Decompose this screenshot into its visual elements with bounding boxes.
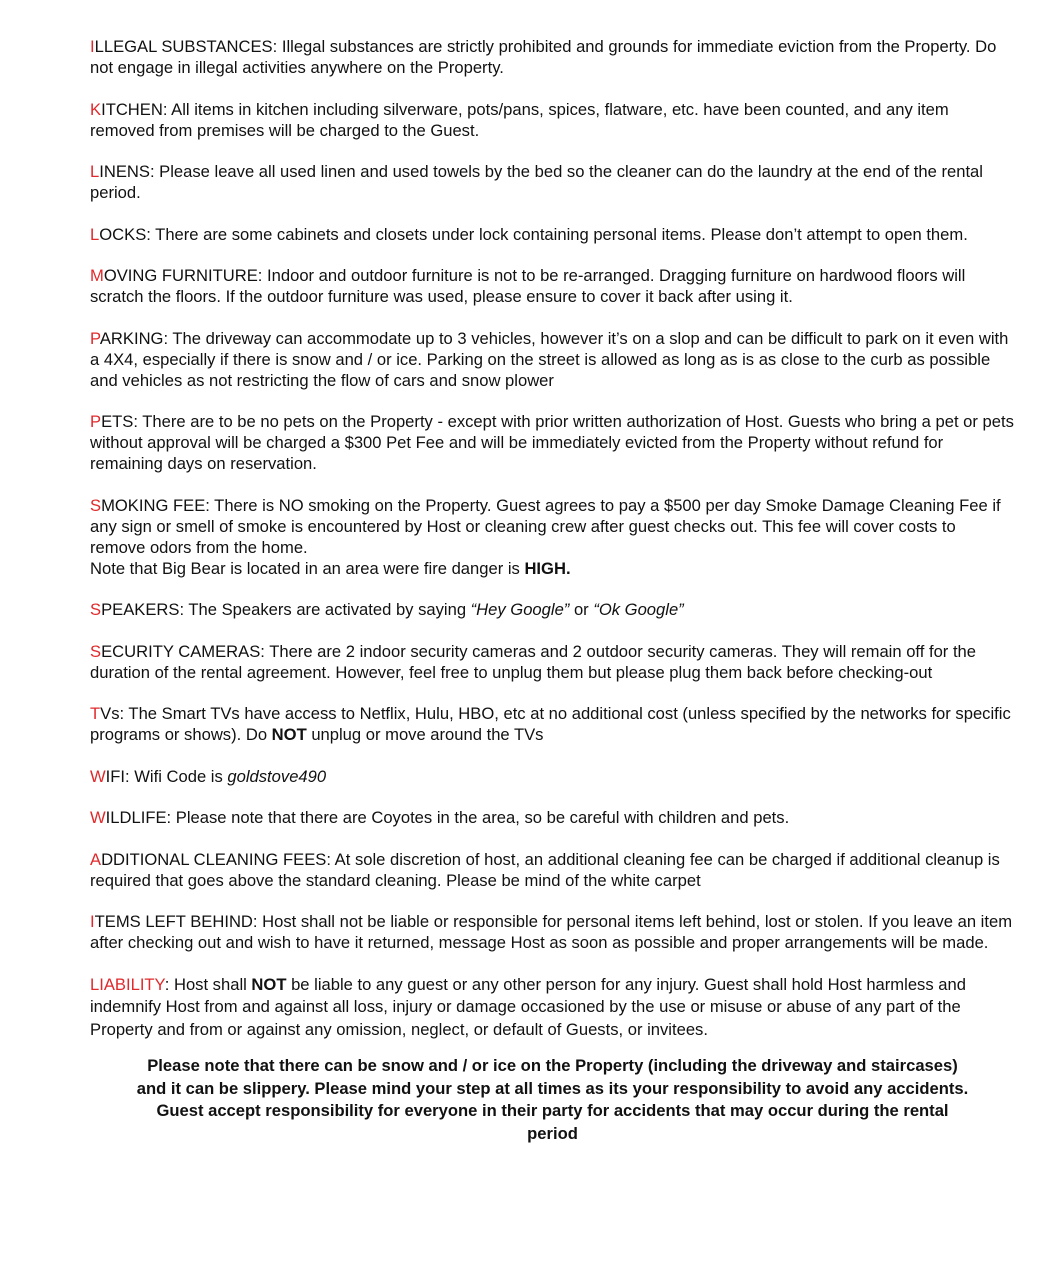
safety-notice xyxy=(90,1055,1015,1145)
voice-command-ok-google: “Ok Google” xyxy=(593,600,684,619)
rule-initial: S xyxy=(90,600,102,619)
rule-items-left-behind xyxy=(90,911,1015,953)
rule-initial: M xyxy=(90,266,104,285)
rule-heading: DDITIONAL CLEANING FEES: xyxy=(101,849,331,869)
rule-text: There are 2 indoor security cameras and 2 outdoor security cameras. They will remain off for the duration of the rental agreement. However, feel free to unplug them but please plug them back before checking-out xyxy=(90,641,977,682)
rule-text: Host shall xyxy=(169,974,252,994)
rule-wifi xyxy=(90,766,1015,787)
rule-initial: L xyxy=(90,162,100,181)
rule-initial: L xyxy=(90,224,100,244)
rule-text: Indoor and outdoor furniture is not to be re-arranged. Dragging furniture on hardwood floors will scratch the floors. If the outdoor furniture was used, please ensure to cover it back after using it. xyxy=(90,266,966,306)
rule-heading: ARKING: xyxy=(99,328,169,348)
rule-initial: P xyxy=(90,328,100,348)
rule-parking xyxy=(90,328,1015,391)
rule-liability xyxy=(90,974,1015,1042)
wifi-code: goldstove490 xyxy=(227,766,327,786)
fire-danger-level: HIGH. xyxy=(524,558,571,578)
rule-pets xyxy=(90,411,1015,474)
house-rules-page xyxy=(90,36,1015,1145)
rule-heading: IFI: xyxy=(105,766,130,786)
rule-initial: K xyxy=(90,99,102,119)
voice-command-hey-google: “Hey Google” xyxy=(470,600,570,619)
safety-notice-line: and it can be slippery. Please mind your step at all times as its your responsibility to avoid any accidents. xyxy=(136,1078,969,1098)
rule-text-after: unplug or move around the TVs xyxy=(306,725,544,744)
rule-heading: OVING FURNITURE: xyxy=(103,266,263,285)
safety-notice-line: period xyxy=(527,1123,578,1143)
rule-initial: T xyxy=(90,704,101,723)
rule-text: There is NO smoking on the Property. Guest agrees to pay a $500 per day Smoke Damage Cleaning Fee if any sign or smell of smoke is encountered by Host or cleaning crew after guest checks out. This fee will cover costs to remove odors from the home. xyxy=(90,495,1001,557)
rule-text: All items in kitchen including silverware, pots/pans, spices, flatware, etc. have been counted, and any item removed from premises will be charged to the Guest. xyxy=(90,99,949,140)
rule-initial: A xyxy=(90,849,102,869)
rule-heading: ILDLIFE: xyxy=(105,808,172,827)
rule-emphasis: NOT xyxy=(271,725,307,744)
rule-smoking-fee xyxy=(90,495,1015,579)
rule-text: There are to be no pets on the Property - except with prior written authorization of Host. Guests who bring a pet or pets without approval will be charged a $300 Pet Fee and will be immediately evicted from the Property without refund for remaining days on reservation. xyxy=(90,412,1014,473)
rule-additional-cleaning-fees xyxy=(90,849,1015,891)
rule-initial: I xyxy=(90,37,95,56)
rule-heading: LLEGAL SUBSTANCES: xyxy=(94,37,278,56)
rule-initial: W xyxy=(90,766,106,786)
rule-tvs xyxy=(90,703,1015,745)
rule-heading: MOKING FEE: xyxy=(101,495,210,515)
rule-locks xyxy=(90,224,1015,245)
rule-text: The Smart TVs have access to Netflix, Hulu, HBO, etc at no additional cost (unless specified by the networks for specific programs or shows). Do xyxy=(90,704,1011,744)
rule-text: Illegal substances are strictly prohibited and grounds for immediate eviction from the Property. Do not engage in illegal activities anywhere on the Property. xyxy=(90,37,997,77)
rule-speakers xyxy=(90,599,1015,620)
rule-emphasis: NOT xyxy=(251,974,287,994)
rule-text-connector: or xyxy=(569,600,594,619)
rule-text: The driveway can accommodate up to 3 vehicles, however it’s on a slop and can be difficult to park on it even with a 4X4, especially if there is snow and / or ice. Parking on the street is allowed as long as is as close to the curb as possible and vehicles as not restricting the flow of cars and snow plower xyxy=(90,328,1009,390)
rule-text: There are some cabinets and closets under lock containing personal items. Please don’t attempt to open them. xyxy=(150,224,968,244)
rule-initial: W xyxy=(90,808,106,827)
rule-heading: : xyxy=(164,974,170,994)
rule-security-cameras xyxy=(90,641,1015,683)
rule-text-after: be liable to any guest or any other person for any injury. Guest shall hold Host harmless and indemnify Host from and against all loss, injury or damage occasioned by the use or misuse or abuse of any part of the Property and from or against any omission, neglect, or default of Guests, or invitees. xyxy=(90,974,966,1039)
rule-illegal-substances xyxy=(90,36,1015,78)
rule-text: Please note that there are Coyotes in the area, so be careful with children and pets. xyxy=(171,808,790,827)
rule-wildlife xyxy=(90,807,1015,828)
rule-initial: LIABILITY xyxy=(90,974,165,994)
safety-notice-line: Guest accept responsibility for everyone in their party for accidents that may occur during the rental xyxy=(156,1101,949,1120)
rule-text: At sole discretion of host, an additional cleaning fee can be charged if additional cleanup is required that goes above the standard cleaning. Please be mind of the white carpet xyxy=(90,849,1000,890)
rule-text: Wifi Code is xyxy=(129,766,228,786)
rule-initial: I xyxy=(90,912,95,931)
rule-heading: ECURITY CAMERAS: xyxy=(101,641,265,661)
rule-heading: OCKS: xyxy=(99,224,151,244)
rule-heading: Vs: xyxy=(100,704,125,723)
rule-moving-furniture xyxy=(90,265,1015,307)
rule-linens xyxy=(90,161,1015,203)
rule-heading: PEAKERS: xyxy=(101,600,185,619)
rule-heading: TEMS LEFT BEHIND: xyxy=(94,912,258,931)
rule-initial: S xyxy=(90,641,102,661)
rule-initial: S xyxy=(90,495,102,515)
rule-text: The Speakers are activated by saying xyxy=(184,600,471,619)
fire-danger-note: Note that Big Bear is located in an area were fire danger is xyxy=(90,558,525,578)
rule-heading: ETS: xyxy=(101,412,138,431)
rule-kitchen xyxy=(90,99,1015,141)
rule-heading: ITCHEN: xyxy=(101,99,168,119)
rule-initial: P xyxy=(90,412,102,431)
rule-text: Host shall not be liable or responsible for personal items left behind, lost or stolen. If you leave an item after checking out and wish to have it returned, message Host as soon as possible and proper arrangements will be made. xyxy=(90,912,1013,952)
rule-heading: INENS: xyxy=(99,162,155,181)
safety-notice-line: Please note that there can be snow and / or ice on the Property (including the driveway and staircases) xyxy=(147,1056,958,1075)
rule-text: Please leave all used linen and used towels by the bed so the cleaner can do the laundry at the end of the rental period. xyxy=(90,162,983,202)
